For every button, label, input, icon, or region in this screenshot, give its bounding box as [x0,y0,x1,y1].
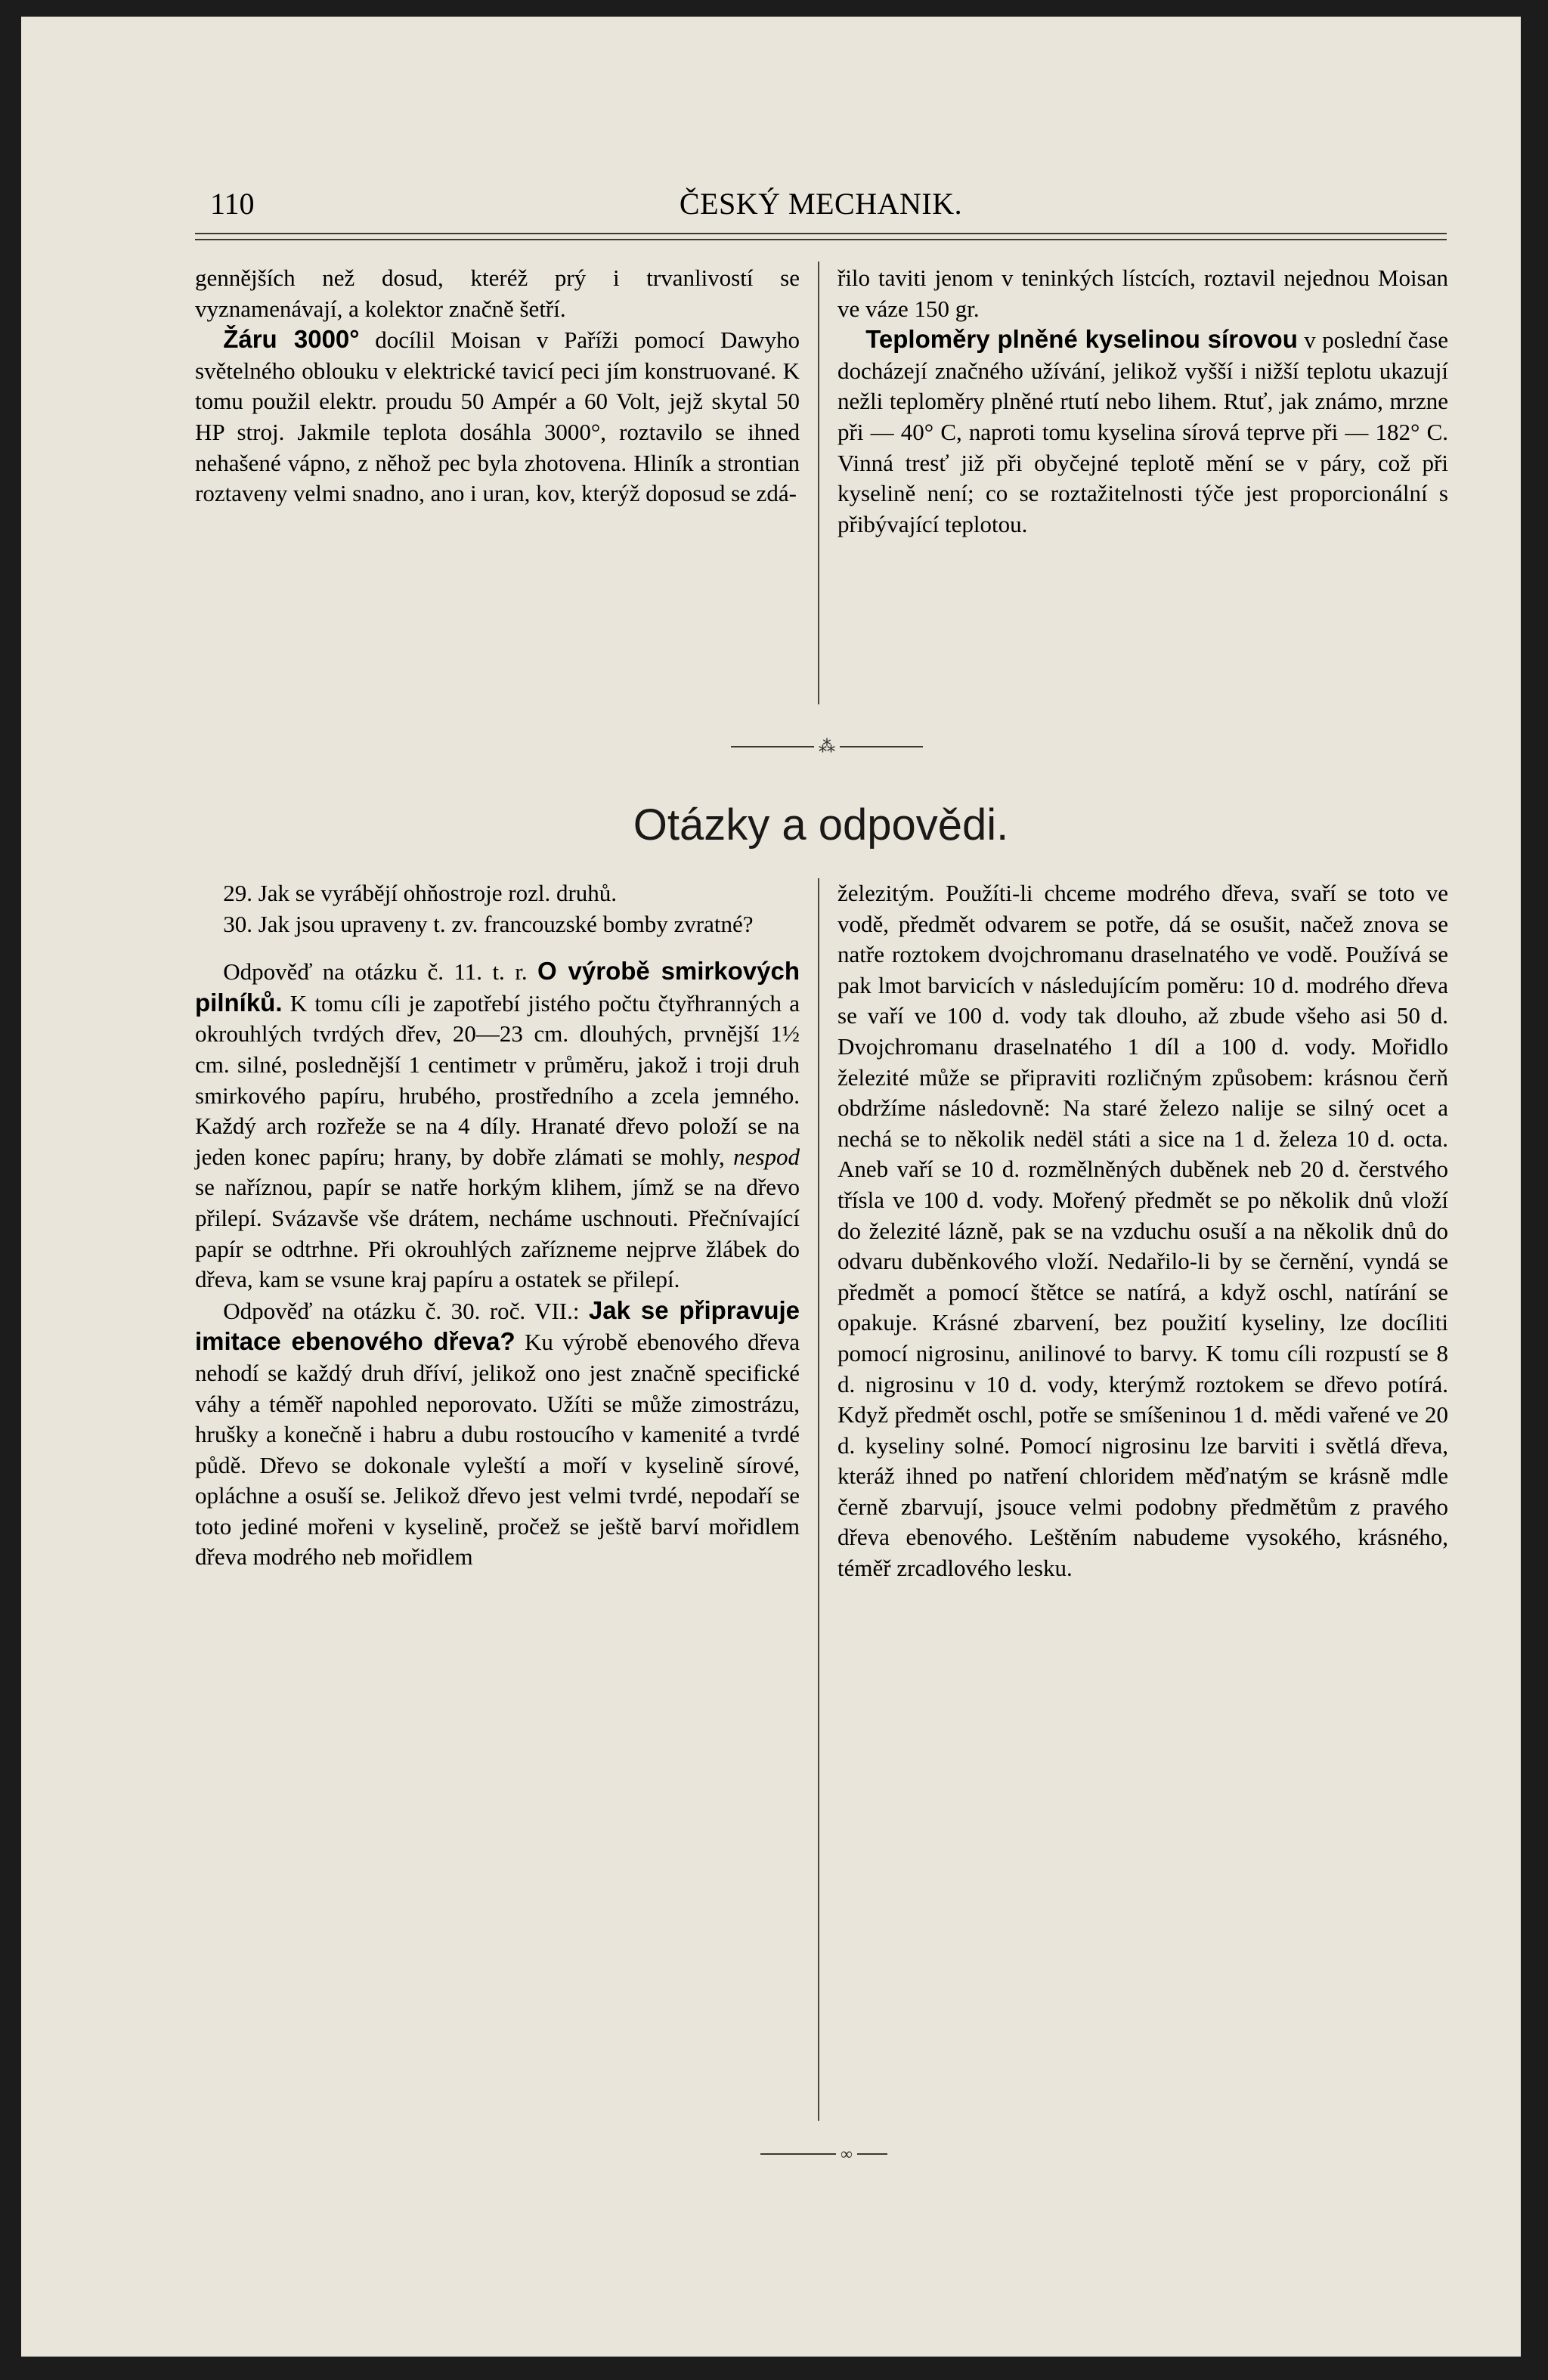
paragraph: železitým. Použíti-li chceme modrého dřeva, svaří se toto ve vodě, předmět odvarem se potře, dá se osušit, načež znova se natře roztokem dvojchromanu draselnatého ve vodě. Používá se pak lmot barvicích v následujícím poměru: 10 d. modrého dřeva se vaří ve 100 d. vody tak dlouho, až zbude všeho asi 50 d. Dvojchromanu draselnatého 1 díl a 100 d. vody. Mořidlo železité může se připraviti rozličným způsobem: krásnou čerň obdržíme následovně: Na staré železo nalije se silný ocet a nechá se to několik nedël státi a sice na 1 d. železa 10 d. octa. Aneb vaří se 10 d. rozmělněných duběnek neb 20 d. čerstvého třísla ve 100 d. vody. Mořený předmět se po několik dnů vloží do železité lázně, pak se na vzduchu osuší a na několik dnů do odvaru duběnkového vloží. Nedařilo-li by se černění, vyndá se předmět a pomocí štětce se natírá, a když oschl, natírání se opakuje. Krásné zbarvení, bez použití kyseliny, lze docíliti pomocí nigrosinu, anilinové to barvy. K tomu cíli rozpustí se 8 d. nigrosinu v 10 d. vody, kterýmž roztokem se dřevo potírá. Když předmět oschl, potře se smíšeninou 1 d. mědi vařené ve 20 d. kyseliny solné. Pomocí nigrosinu lze barviti i světlá dřeva, kteráž ihned po natření chloridem měďnatým se krásně mdle černě zbarvují, jsouce velmi podobny předmětům z pravého dřeva ebenového. Leštěním nabudeme vysokého, krásného, téměř zrcadlového lesku. [837,880,1448,1582]
paragraph-text: docílil Moisan v Paříži pomocí Dawyho světelného oblouku v elektrické tavicí peci jím konstruované. K tomu použil elektr. proudu 50 Ampér a 60 Volt, jejž skytal 50 HP stroj. Jakmile teplota dosáhla 3000°, roztavilo se ihned nehašené vápno, z něhož pec byla zhotovena. Hliník a strontian roztaveny velmi snadno, ano i uran, kov, kterýž doposud se zdá- [195,327,800,507]
answer-italic: nespod [724,1143,800,1170]
column-divider [818,262,819,704]
answer-heading: Jak se připravuje imitace ebenového dřeva? [195,1295,800,1356]
answer-text: K tomu cíli je zapotřebí jistého počtu čtyřhranných a okrouhlých tvrdých dřev, 20—23 cm. dlouhých, prvnější 1½ cm. silné, poslednější 1 centimetr v průměru, jakož i troji druh smirkového papíru, hrubého, prostředního a zcela jemného. Každý arch rozřeže se na 4 díly. Hranaté dřevo položí se na jeden konec papíru; hrany, by dobře zlámati se mohly, [195,989,800,1170]
paragraph [195,324,800,509]
question-29: 29. Jak se vyrábějí ohňostroje rozl. druhů. [223,880,618,906]
ornament-icon: ⁂ [819,737,835,756]
ornament-line [760,2153,836,2155]
ornament-line [840,746,923,747]
answer-30 [195,1295,800,1573]
journal-title: ČESKÝ MECHANIK. [679,187,963,221]
question-30: 30. Jak jsou upraveny t. zv. francouzské bomby zvratné? [223,910,754,937]
paragraph: gennějších než dosud, kteréž prý i trvanlivostí se vyznamenávají, a kolektor značně šetří. [195,265,800,322]
section-title: Otázky a odpovědi. [633,800,1009,850]
answer-11 [195,956,800,1295]
end-ornament [711,2145,937,2163]
paragraph: řilo taviti jenom v teninkých lístcích, roztavil nejednou Moisan ve váze 150 gr. [837,265,1448,322]
answer-heading: O výrobě smirkových pilníků. [195,957,800,1017]
ornament-line [731,746,814,747]
column-divider [818,878,819,2121]
running-head [195,178,1447,228]
ornament-icon: ∞ [841,2144,853,2163]
column-top-right [837,263,1448,540]
answer-intro: Odpověď na otázku č. 30. roč. VII.: [223,1297,589,1324]
paragraph-lead: Žáru 3000° [223,325,360,354]
column-bottom-left [195,878,800,1573]
page-number: 110 [210,187,255,221]
paragraph [837,324,1448,540]
header-rule [195,233,1447,240]
section-ornament [714,738,940,756]
answer-intro: Odpověď na otázku č. 11. t. r. [223,958,538,986]
answer-text: se naříznou, papír se natře horkým klihem, jímž se na dřevo přilepí. Svázavše vše drátem, necháme uschnouti. Přečnívající papír se odtrhne. Při okrouhlých zařízneme nejprve žlábek do dřeva, kam se vsune kraj papíru a ostatek se přilepí. [195,1174,800,1293]
ornament-line [857,2153,887,2155]
column-top-left [195,263,800,509]
paragraph-text: v poslední čase docházejí značného užívání, jelikož vyšší i nižší teplotu ukazují nežli teploměry plněné rtutí nebo lihem. Rtuť, jak známo, mrzne při — 40° C, naproti tomu kyselina sírová teprve při — 182° C. Vinná tresť již při obyčejné teplotě mění se v páry, což při kyselině není; co se roztažitelnosti týče jest proporcionální s přibývající teplotou. [837,327,1449,537]
paragraph-lead: Teploměry plněné kyselinou sírovou [865,325,1298,354]
column-bottom-right [837,878,1448,1584]
answer-text: Ku výrobě ebenového dřeva nehodí se každý druh dříví, jelikož ono jest značně specifické váhy a téměř napohled neporovato. Užíti se může zimostrázu, hrušky a konečně i habru a dubu rostoucího v kamenité a tvrdé půdě. Dřevo se dokonale vyleští a moří v kyselině sírové, opláchne a osuší se. Jelikož dřevo jest velmi tvrdé, nepodaří se toto jediné mořeni v kyselině, pročež se ještě barví mořidlem dřeva modrého neb mořidlem [195,1329,800,1571]
